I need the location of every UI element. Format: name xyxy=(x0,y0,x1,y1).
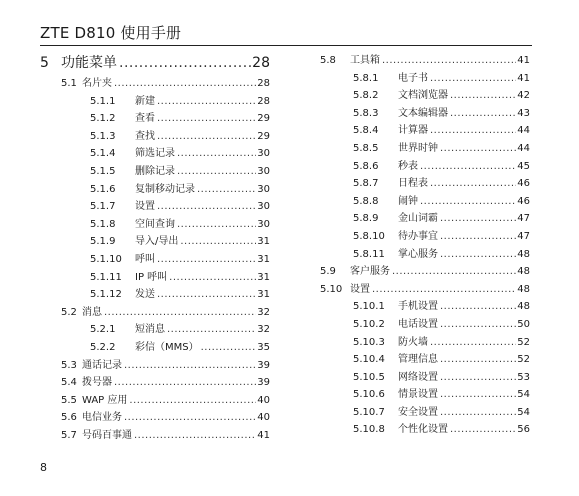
toc-chapter-entry[interactable] xyxy=(40,52,270,74)
toc-entry-number: 5.10.3 xyxy=(353,336,385,348)
toc-entry[interactable] xyxy=(320,421,530,439)
toc-entry-title: 待办事宜 xyxy=(398,230,438,242)
toc-entry[interactable] xyxy=(40,216,270,234)
toc-entry-page: 50 xyxy=(517,318,530,330)
toc-entry-title: 查找 xyxy=(135,130,155,142)
toc-entry-page: 47 xyxy=(517,213,530,225)
dot-leader xyxy=(157,286,256,304)
dot-leader xyxy=(177,216,256,234)
toc-entry-number: 5.10.5 xyxy=(353,371,385,383)
toc-entry-page: 45 xyxy=(517,160,530,172)
toc-entry-page: 28 xyxy=(257,78,270,89)
toc-entry-page: 44 xyxy=(517,125,530,137)
toc-entry-page: 47 xyxy=(517,230,530,242)
toc-entry-title: 安全设置 xyxy=(398,406,438,418)
toc-entry-number: 5.7 xyxy=(61,429,77,441)
toc-entry-page: 44 xyxy=(517,142,530,154)
toc-entry-number: 5.10.8 xyxy=(353,424,385,436)
toc-entry-page: 48 xyxy=(517,301,530,313)
toc-entry[interactable] xyxy=(320,386,530,404)
toc-entry-page: 39 xyxy=(257,377,270,389)
toc-entry-title: 掌心服务 xyxy=(398,248,438,260)
toc-entry-title: 呼叫 xyxy=(135,253,155,265)
dot-leader xyxy=(440,140,516,158)
toc-entry-title: 设置 xyxy=(350,283,370,295)
toc-entry-number: 5.1.6 xyxy=(90,183,116,195)
toc-entry-title: 防火墙 xyxy=(398,336,428,348)
toc-entry-page: 48 xyxy=(517,283,530,295)
dot-leader xyxy=(440,246,516,264)
dot-leader xyxy=(382,52,516,70)
toc-entry-number: 5.8.10 xyxy=(353,230,385,242)
toc-entry-page: 41 xyxy=(257,429,270,441)
toc-entry[interactable] xyxy=(320,52,530,70)
toc-entry-page: 32 xyxy=(257,306,270,318)
toc-entry-number: 5.8.9 xyxy=(353,213,379,225)
toc-entry-number: 5.1.9 xyxy=(90,236,116,248)
dot-leader xyxy=(157,251,256,269)
toc-entry-page: 48 xyxy=(517,266,530,278)
toc-entry[interactable] xyxy=(320,246,530,264)
toc-entry-title: 文档浏览器 xyxy=(398,90,448,102)
toc-entry-title: 电信业务 xyxy=(82,412,122,424)
toc-entry[interactable] xyxy=(320,351,530,369)
toc-entry-title: 号码百事通 xyxy=(82,429,132,441)
toc-entry-title: 功能菜单 xyxy=(61,55,117,71)
dot-leader xyxy=(167,321,256,339)
toc-entry-number: 5.10.2 xyxy=(353,318,385,330)
toc-entry-title: 日程表 xyxy=(398,178,428,190)
toc-entry[interactable] xyxy=(40,198,270,216)
dot-leader xyxy=(129,392,256,410)
toc-entry-title: 设置 xyxy=(135,201,155,213)
toc-entry-title: WAP 应用 xyxy=(82,394,128,406)
toc-entry-page: 30 xyxy=(257,218,270,230)
toc-entry-number: 5.10.6 xyxy=(353,389,385,401)
toc-entry[interactable] xyxy=(40,110,270,128)
toc-entry-number: 5.1.4 xyxy=(90,148,116,160)
toc-entry-title: IP 呼叫 xyxy=(135,271,168,283)
dot-leader xyxy=(392,263,516,281)
toc-entry-number: 5.2.2 xyxy=(90,341,116,353)
toc-entry[interactable] xyxy=(320,263,530,281)
toc-entry-title: 个性化设置 xyxy=(398,424,448,436)
toc-entry-number: 5.1.3 xyxy=(90,130,116,142)
toc-entry-page: 43 xyxy=(517,107,530,119)
toc-entry-title: 彩信（MMS） xyxy=(135,341,199,353)
toc-entry-number: 5.2 xyxy=(61,306,77,318)
dot-leader xyxy=(440,210,516,228)
dot-leader xyxy=(124,409,256,427)
toc-entry-page: 29 xyxy=(257,113,270,125)
toc-entry-page: 40 xyxy=(257,412,270,424)
toc-entry-number: 5.8.6 xyxy=(353,160,379,172)
toc-entry[interactable] xyxy=(320,158,530,176)
toc-entry-title: 消息 xyxy=(82,306,102,318)
dot-leader xyxy=(169,269,256,287)
toc-entry-page: 53 xyxy=(517,371,530,383)
toc-entry-number: 5.8.5 xyxy=(353,142,379,154)
toc-entry-title: 情景设置 xyxy=(398,389,438,401)
dot-leader xyxy=(450,87,516,105)
toc-entry[interactable] xyxy=(320,140,530,158)
dot-leader xyxy=(440,404,516,422)
toc-entry-title: 短消息 xyxy=(135,324,165,336)
toc-entry-title: 通话记录 xyxy=(82,359,122,371)
toc-entry-title: 发送 xyxy=(135,289,155,301)
toc-entry[interactable] xyxy=(40,269,270,287)
toc-entry-number: 5.8.1 xyxy=(353,72,379,84)
toc-entry-page: 41 xyxy=(517,72,530,84)
toc-entry-number: 5.1.11 xyxy=(90,271,122,283)
dot-leader xyxy=(180,233,256,251)
toc-entry-number: 5.2.1 xyxy=(90,324,116,336)
toc-entry-page: 35 xyxy=(257,341,270,353)
toc-entry-number: 5.4 xyxy=(61,377,77,389)
toc-entry-page: 56 xyxy=(517,424,530,436)
toc-entry-number: 5 xyxy=(40,55,49,71)
toc-entry-title: 电子书 xyxy=(398,72,428,84)
toc-entry-page: 54 xyxy=(517,389,530,401)
dot-leader xyxy=(157,198,256,216)
toc-entry-page: 52 xyxy=(517,354,530,366)
toc-entry-page: 42 xyxy=(517,90,530,102)
toc-left-column xyxy=(40,52,270,444)
toc-entry[interactable] xyxy=(40,251,270,269)
toc-entry-title: 拨号器 xyxy=(82,377,112,389)
toc-entry-page: 28 xyxy=(257,95,270,107)
toc-entry-title: 金山词霸 xyxy=(398,213,438,225)
toc-entry-page: 32 xyxy=(257,324,270,336)
toc-entry[interactable] xyxy=(320,105,530,123)
toc-entry-page: 46 xyxy=(517,178,530,190)
toc-entry-title: 新建 xyxy=(135,95,155,107)
toc-entry-number: 5.8 xyxy=(320,55,336,66)
dot-leader xyxy=(104,304,256,322)
toc-entry[interactable] xyxy=(320,334,530,352)
dot-leader xyxy=(450,421,516,439)
toc-entry-title: 工具箱 xyxy=(350,55,380,66)
toc-entry-number: 5.10.7 xyxy=(353,406,385,418)
dot-leader xyxy=(430,334,516,352)
dot-leader xyxy=(157,128,256,146)
header-divider xyxy=(40,45,532,46)
toc-entry[interactable] xyxy=(320,70,530,88)
toc-entry-page: 41 xyxy=(517,55,530,66)
toc-entry-number: 5.1.5 xyxy=(90,165,116,177)
page-number: 8 xyxy=(40,461,47,474)
toc-entry-title: 导入/导出 xyxy=(135,236,179,248)
toc-entry-number: 5.8.8 xyxy=(353,195,379,207)
toc-entry[interactable] xyxy=(320,404,530,422)
document-header-title: ZTE D810 使用手册 xyxy=(40,24,182,42)
toc-entry-number: 5.8.4 xyxy=(353,125,379,137)
toc-right-column xyxy=(320,52,530,439)
toc-entry-number: 5.1.7 xyxy=(90,201,116,213)
dot-leader xyxy=(420,193,516,211)
toc-entry-number: 5.9 xyxy=(320,266,336,278)
toc-entry-title: 网络设置 xyxy=(398,371,438,383)
toc-entry[interactable] xyxy=(320,369,530,387)
dot-leader xyxy=(450,105,516,123)
toc-entry[interactable] xyxy=(320,175,530,193)
toc-entry-page: 31 xyxy=(257,253,270,265)
toc-entry-title: 复制移动记录 xyxy=(135,183,195,195)
toc-entry[interactable] xyxy=(40,233,270,251)
toc-entry-title: 电话设置 xyxy=(398,318,438,330)
dot-leader xyxy=(440,351,516,369)
toc-entry-page: 29 xyxy=(257,130,270,142)
toc-entry-page: 28 xyxy=(252,55,270,71)
toc-entry-page: 54 xyxy=(517,406,530,418)
toc-entry-page: 30 xyxy=(257,165,270,177)
toc-entry-page: 30 xyxy=(257,148,270,160)
toc-entry[interactable] xyxy=(40,392,270,410)
toc-entry[interactable] xyxy=(320,122,530,140)
toc-entry-title: 空间查询 xyxy=(135,218,175,230)
toc-entry[interactable] xyxy=(320,298,530,316)
toc-entry-number: 5.10.4 xyxy=(353,354,385,366)
dot-leader xyxy=(440,228,516,246)
toc-entry[interactable] xyxy=(320,87,530,105)
toc-entry[interactable] xyxy=(40,409,270,427)
toc-entry-title: 世界时钟 xyxy=(398,142,438,154)
toc-entry-number: 5.3 xyxy=(61,359,77,371)
toc-entry-title: 管理信息 xyxy=(398,354,438,366)
toc-entry-title: 文本编辑器 xyxy=(398,107,448,119)
dot-leader xyxy=(440,386,516,404)
toc-entry-page: 31 xyxy=(257,236,270,248)
toc-entry-number: 5.1.8 xyxy=(90,218,116,230)
toc-entry-number: 5.1.10 xyxy=(90,253,122,265)
dot-leader xyxy=(114,374,256,392)
toc-entry-title: 筛选记录 xyxy=(135,148,175,160)
toc-entry-number: 5.5 xyxy=(61,394,77,406)
dot-leader xyxy=(430,122,516,140)
toc-entry-number: 5.1.12 xyxy=(90,289,122,301)
toc-entry[interactable] xyxy=(320,210,530,228)
dot-leader xyxy=(440,369,516,387)
toc-entry-title: 手机设置 xyxy=(398,301,438,313)
dot-leader xyxy=(177,145,256,163)
dot-leader xyxy=(119,52,251,74)
toc-entry[interactable] xyxy=(320,281,530,299)
toc-entry-number: 5.6 xyxy=(61,412,77,424)
toc-entry[interactable] xyxy=(40,357,270,375)
dot-leader xyxy=(430,175,516,193)
toc-entry-number: 5.10 xyxy=(320,283,343,295)
dot-leader xyxy=(177,163,256,181)
toc-entry-title: 计算器 xyxy=(398,125,428,137)
toc-entry-number: 5.1.2 xyxy=(90,113,116,125)
toc-entry-title: 名片夹 xyxy=(82,78,112,89)
toc-entry[interactable] xyxy=(40,304,270,322)
toc-entry[interactable] xyxy=(40,427,270,445)
toc-entry-page: 30 xyxy=(257,201,270,213)
toc-entry[interactable] xyxy=(40,374,270,392)
toc-entry[interactable] xyxy=(40,145,270,163)
dot-leader xyxy=(157,93,256,111)
toc-entry-page: 31 xyxy=(257,289,270,301)
toc-entry[interactable] xyxy=(40,286,270,304)
toc-entry-number: 5.1.1 xyxy=(90,95,116,107)
toc-entry[interactable] xyxy=(320,193,530,211)
toc-entry-page: 39 xyxy=(257,359,270,371)
dot-leader xyxy=(372,281,516,299)
toc-entry-title: 删除记录 xyxy=(135,165,175,177)
dot-leader xyxy=(124,357,256,375)
toc-entry[interactable] xyxy=(40,181,270,199)
toc-entry-number: 5.1 xyxy=(61,78,77,89)
toc-entry-title: 查看 xyxy=(135,113,155,125)
toc-entry[interactable] xyxy=(40,128,270,146)
toc-entry-number: 5.8.2 xyxy=(353,90,379,102)
toc-entry-page: 52 xyxy=(517,336,530,348)
toc-entry-page: 40 xyxy=(257,394,270,406)
toc-entry-page: 30 xyxy=(257,183,270,195)
toc-entry-page: 31 xyxy=(257,271,270,283)
toc-entry-number: 5.8.3 xyxy=(353,107,379,119)
toc-entry-page: 48 xyxy=(517,248,530,260)
dot-leader xyxy=(440,316,516,334)
dot-leader xyxy=(201,339,257,357)
dot-leader xyxy=(197,181,256,199)
toc-entry-title: 客户服务 xyxy=(350,266,390,278)
toc-entry-title: 秒表 xyxy=(398,160,418,172)
dot-leader xyxy=(430,70,516,88)
toc-entry-title: 闹钟 xyxy=(398,195,418,207)
toc-entry[interactable] xyxy=(40,93,270,111)
toc-entry[interactable] xyxy=(40,75,270,93)
dot-leader xyxy=(157,110,256,128)
dot-leader xyxy=(420,158,516,176)
toc-entry[interactable] xyxy=(320,228,530,246)
toc-entry-page: 46 xyxy=(517,195,530,207)
toc-entry[interactable] xyxy=(40,339,270,357)
toc-entry[interactable] xyxy=(40,163,270,181)
toc-entry[interactable] xyxy=(40,321,270,339)
dot-leader xyxy=(114,75,256,93)
toc-entry-number: 5.10.1 xyxy=(353,301,385,313)
dot-leader xyxy=(134,427,256,445)
toc-entry[interactable] xyxy=(320,316,530,334)
toc-entry-number: 5.8.11 xyxy=(353,248,385,260)
dot-leader xyxy=(440,298,516,316)
toc-entry-number: 5.8.7 xyxy=(353,178,379,190)
